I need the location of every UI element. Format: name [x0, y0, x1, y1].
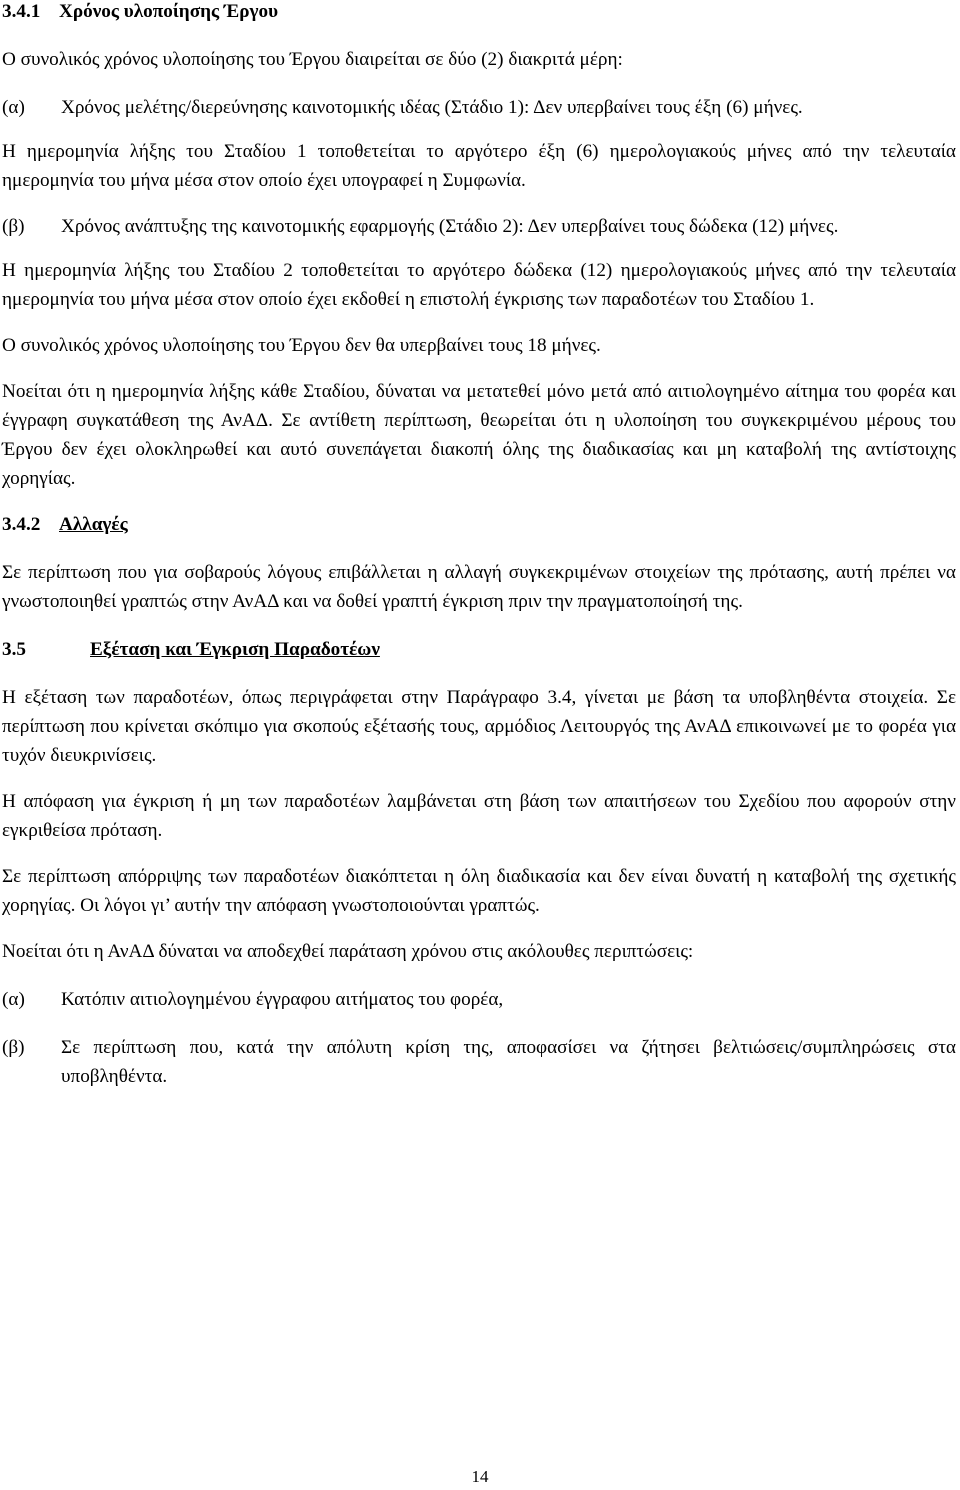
paragraph-stage1-deadline: Η ημερομηνία λήξης του Σταδίου 1 τοποθετείται το αργότερο έξη (6) ημερολογιακούς μήνες από την τελευταία ημερομηνία του μήνα μέσα στον οποίο έχει υπογραφεί η Συμφωνία. [2, 141, 956, 191]
paragraph-rejection: Σε περίπτωση απόρριψης των παραδοτέων διακόπτεται η όλη διαδικασία και δεν είναι δυνατή η καταβολή της σχετικής χορηγίας. Οι λόγοι γι’ αυτήν την απόφαση γνωστοποιούνται γραπτώς. [2, 866, 956, 916]
paragraph-approval-decision: Η απόφαση για έγκριση ή μη των παραδοτέων λαμβάνεται στη βάση των απαιτήσεων του Σχεδίου που αφορούν στην εγκριθείσα πρόταση. [2, 791, 956, 841]
list-label: (β) [2, 216, 25, 237]
paragraph-changes: Σε περίπτωση που για σοβαρούς λόγους επιβάλλεται η αλλαγή συγκεκριμένων στοιχείων της πρότασης, αυτή πρέπει να γνωστοποιηθεί γραπτώς στην ΑνΑΔ και να δοθεί γραπτή έγκριση πριν την πραγματοποίησή της. [2, 562, 956, 612]
list-text: Χρόνος ανάπτυξης της καινοτομικής εφαρμογής (Στάδιο 2): Δεν υπερβαίνει τους δώδεκα (12) μήνες. [61, 216, 839, 237]
list-item-b [2, 212, 956, 241]
paragraph-deadline-note: Νοείται ότι η ημερομηνία λήξης κάθε Σταδίου, δύναται να μετατεθεί μόνο μετά από αιτιολογημένο αίτημα του φορέα και έγγραφη συγκατάθεση της ΑνΑΔ. Σε αντίθετη περίπτωση, θεωρείται ότι η υλοποίηση του συγκεκριμένου μέρους του Έργου δεν έχει ολοκληρωθεί και αυτό συνεπάγεται διακοπή όλης της διαδικασίας και μη καταβολή της αντίστοιχης χορηγίας. [2, 381, 956, 489]
list-label: (α) [2, 989, 25, 1010]
list-text: Σε περίπτωση που, κατά την απόλυτη κρίση της, αποφασίσει να ζήτησει βελτιώσεις/συμπληρώσεις στα υποβληθέντα. [61, 1037, 956, 1087]
paragraph-examination: Η εξέταση των παραδοτέων, όπως περιγράφεται στην Παράγραφο 3.4, γίνεται με βάση τα υποβληθέντα στοιχεία. Σε περίπτωση που κρίνεται σκόπιμο για σκοπούς εξέτασής τους, αρμόδιος Λειτουργός της ΑνΑΔ επικοινωνεί με το φορέα για τυχόν διευκρινίσεις. [2, 687, 956, 766]
list-text: Χρόνος μελέτης/διερεύνησης καινοτομικής ιδέας (Στάδιο 1): Δεν υπερβαίνει τους έξη (6) μήνες. [61, 97, 803, 118]
section-heading-3-4-1 [2, 0, 956, 26]
section-title: Εξέταση και Έγκριση Παραδοτέων [90, 639, 380, 660]
document-page [2, 0, 956, 1091]
list-item-a [2, 93, 956, 122]
paragraph-total-duration: Ο συνολικός χρόνος υλοποίησης του Έργου δεν θα υπερβαίνει τους 18 μήνες. [2, 335, 601, 356]
section-heading-3-5 [2, 635, 956, 664]
list-text: Κατόπιν αιτιολογημένου έγγραφου αιτήματος του φορέα, [61, 989, 504, 1010]
section-number: 3.5 [2, 639, 26, 660]
paragraph-intro: Ο συνολικός χρόνος υλοποίησης του Έργου διαιρείται σε δύο (2) διακριτά μέρη: [2, 49, 623, 70]
page-number: 14 [471, 1467, 489, 1486]
list-item-b [2, 1033, 956, 1091]
list-item-a [2, 985, 956, 1014]
list-label: (β) [2, 1037, 25, 1058]
list-label: (α) [2, 97, 25, 118]
section-number: 3.4.2 [2, 514, 41, 535]
section-title: Χρόνος υλοποίησης Έργου [59, 1, 279, 22]
paragraph-extension: Νοείται ότι η ΑνΑΔ δύναται να αποδεχθεί παράταση χρόνου στις ακόλουθες περιπτώσεις: [2, 941, 694, 962]
section-number: 3.4.1 [2, 1, 41, 22]
section-heading-3-4-2 [2, 510, 956, 539]
section-title: Αλλαγές [59, 514, 128, 535]
paragraph-stage2-deadline: Η ημερομηνία λήξης του Σταδίου 2 τοποθετείται το αργότερο δώδεκα (12) ημερολογιακούς μήνες από την τελευταία ημερομηνία του μήνα μέσα στον οποίο έχει εκδοθεί η επιστολή έγκρισης των παραδοτέων του Σταδίου 1. [2, 260, 956, 310]
